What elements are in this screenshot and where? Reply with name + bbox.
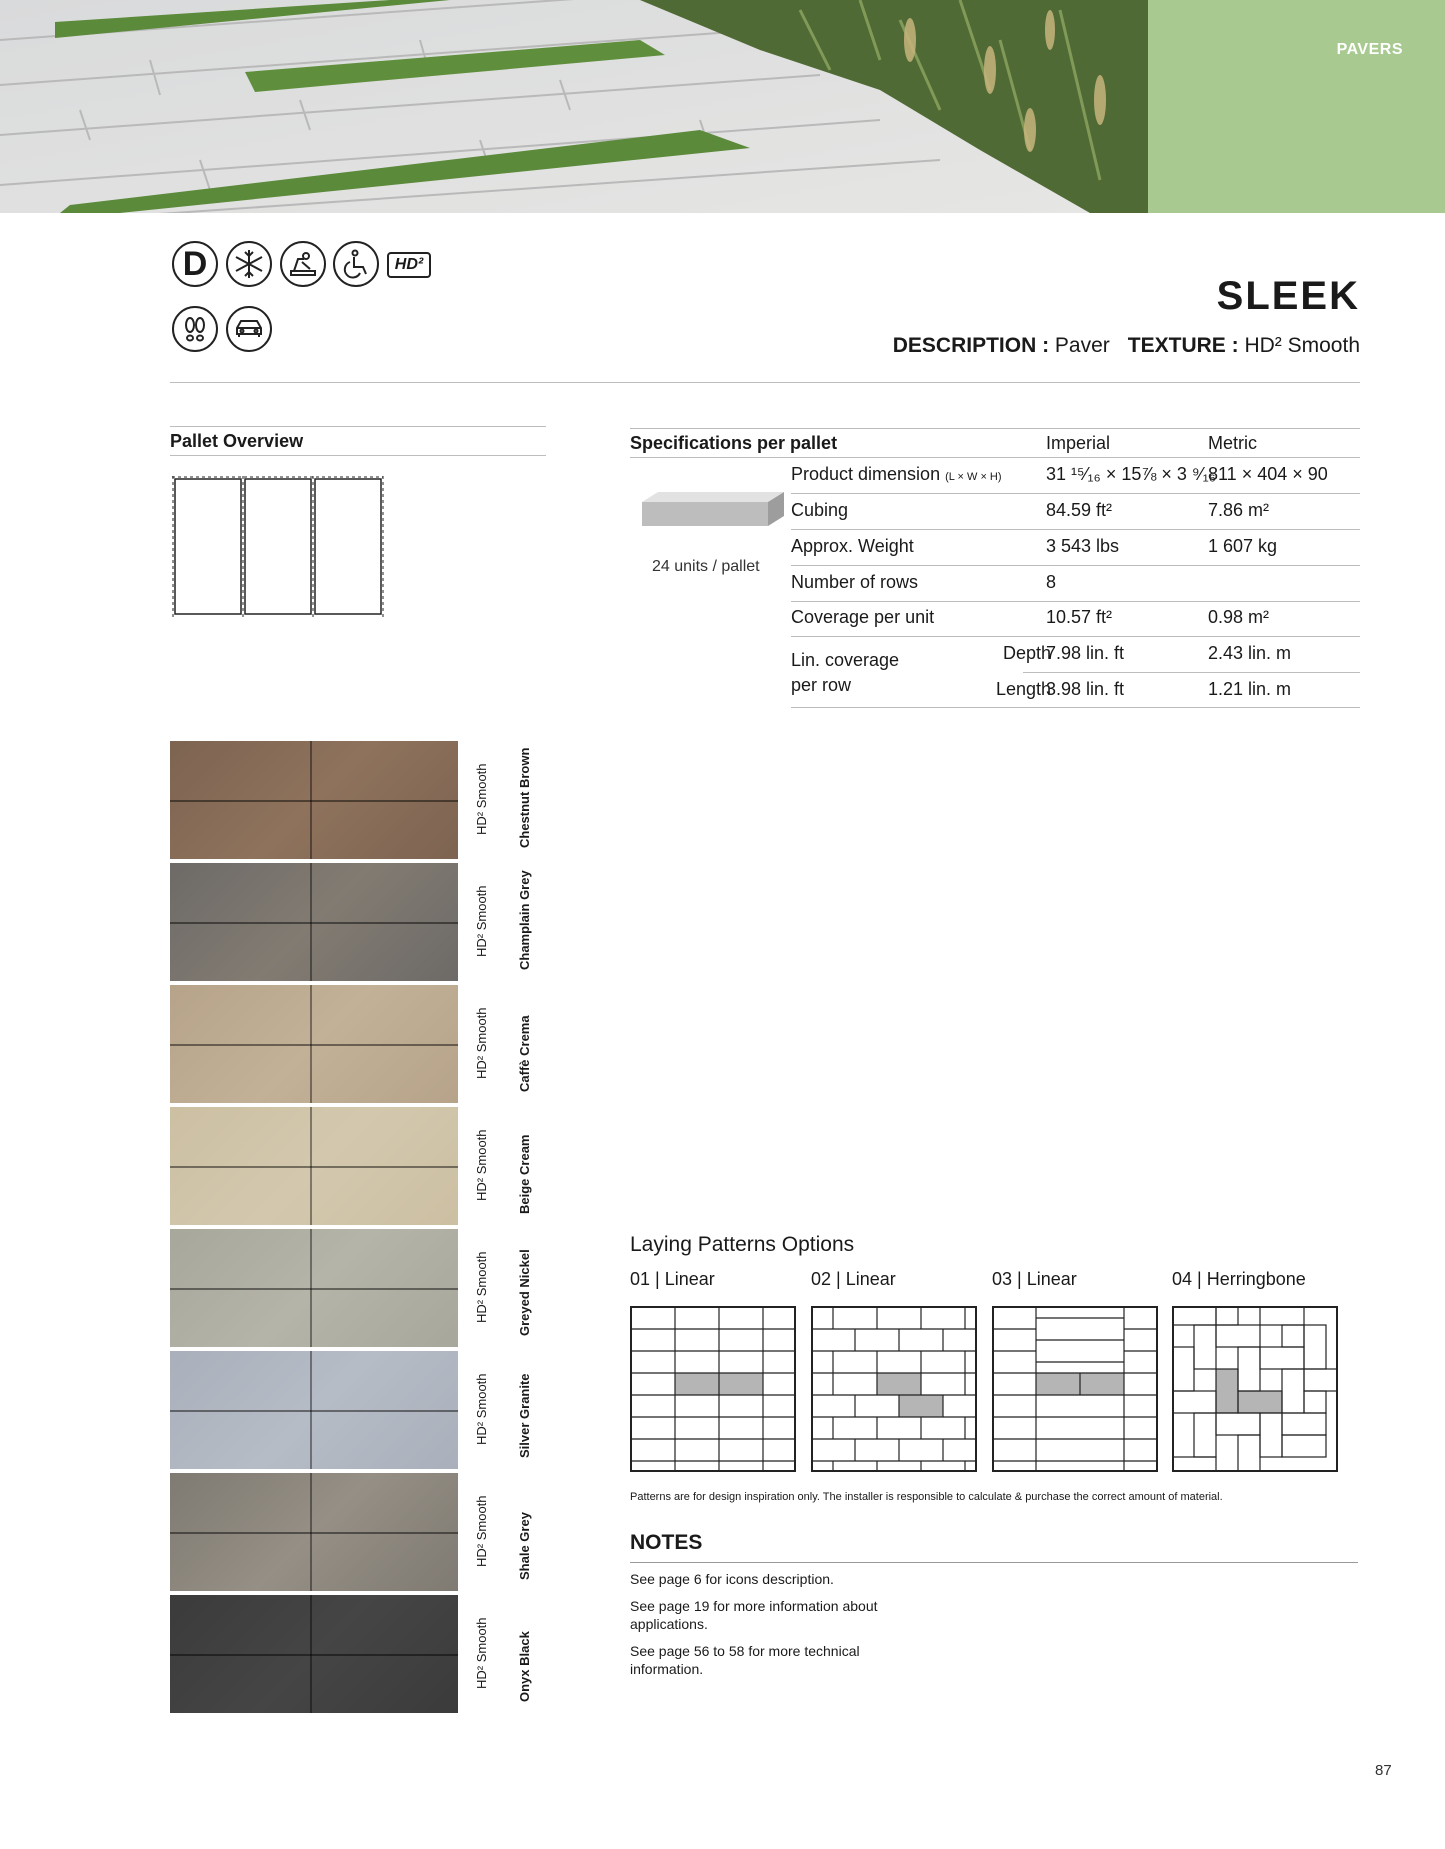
swatch-color-name: Caffè Crema [517, 1015, 532, 1092]
swatch-silver-granite [170, 1351, 458, 1469]
pallet-diagram [170, 474, 385, 624]
spec-imperial-value: 10.57 ft² [1046, 607, 1113, 627]
lin-coverage-label [791, 648, 899, 698]
spec-imperial-value: 8 [1046, 572, 1057, 592]
spec-row-coverage [791, 601, 1360, 637]
pallet-overview-title: Pallet Overview [170, 431, 304, 451]
swatch-texture-label: HD² Smooth [474, 1007, 489, 1079]
page-number: 87 [1375, 1762, 1392, 1779]
spec-metric-value: 7.86 m² [1208, 500, 1270, 520]
spec-label: Coverage per unit [791, 607, 935, 627]
spec-metric-value: 811 × 404 × 90 [1208, 464, 1328, 484]
pattern-label-01: 01 | Linear [630, 1269, 715, 1289]
depth-imperial: 7.98 lin. ft [1046, 643, 1125, 663]
pallet-rule-bottom [170, 455, 546, 456]
swatch-shale-grey [170, 1473, 458, 1591]
hd2-icon-text: HD² [394, 256, 424, 273]
swatch-greyed-nickel [170, 1229, 458, 1347]
swatch-color-name: Champlain Grey [517, 870, 532, 970]
note-item: See page 56 to 58 for more technical information. [630, 1643, 860, 1677]
units-per-pallet: 24 units / pallet [652, 558, 760, 575]
swatch-texture-label: HD² Smooth [474, 1251, 489, 1323]
spec-label: Approx. Weight [791, 536, 914, 556]
length-label: Length [995, 679, 1051, 699]
swatch-joint [170, 922, 458, 924]
product-title: SLEEK [1216, 274, 1360, 318]
notes-rule [630, 1562, 1358, 1563]
length-imperial: 3.98 lin. ft [1046, 679, 1125, 699]
hd2-icon [387, 252, 431, 278]
swatch-texture-label: HD² Smooth [474, 1129, 489, 1201]
swatch-joint [310, 985, 312, 1103]
swatch-caff-crema [170, 985, 458, 1103]
depth-metric: 2.43 lin. m [1208, 643, 1292, 663]
lin-coverage-rule [791, 707, 1023, 708]
spec-label: Cubing [791, 500, 849, 520]
pattern-02-linear [811, 1306, 977, 1472]
spec-row-dimension [791, 458, 1360, 494]
swatch-joint [170, 1044, 458, 1046]
car-icon [226, 306, 272, 352]
swatch-texture-label: HD² Smooth [474, 885, 489, 957]
title-divider [170, 382, 1360, 383]
patterns-disclaimer: Patterns are for design inspiration only. The installer is responsible to calculate & purchase the correct amount of material. [630, 1491, 1223, 1503]
swatch-texture-label: HD² Smooth [474, 1495, 489, 1567]
spec-row-cubing [791, 494, 1360, 530]
d-icon-letter: D [182, 244, 208, 283]
spec-label [791, 464, 1002, 485]
spec-imperial-value: 3 543 lbs [1046, 536, 1120, 556]
pattern-03-linear [992, 1306, 1158, 1472]
swatch-joint [170, 1654, 458, 1656]
swatch-chestnut-brown [170, 741, 458, 859]
notes-title: NOTES [630, 1531, 703, 1554]
spec-rule-top [630, 428, 1360, 429]
description-label: DESCRIPTION [892, 334, 1037, 357]
swatch-color-name: Greyed Nickel [517, 1249, 532, 1336]
spec-metric-value: 1 607 kg [1208, 536, 1278, 556]
lin-coverage-line2: per row [791, 675, 852, 695]
swatch-joint [310, 1473, 312, 1591]
spec-metric-header: Metric [1208, 433, 1257, 453]
swatch-onyx-black [170, 1595, 458, 1713]
pattern-label-03: 03 | Linear [992, 1269, 1077, 1289]
swatch-joint [310, 1351, 312, 1469]
note-item: See page 19 for more information about applications. [630, 1598, 878, 1632]
laying-patterns-title: Laying Patterns Options [630, 1233, 855, 1256]
spec-label-note: (L × W × H) [945, 471, 1002, 483]
spec-row-rows [791, 566, 1360, 602]
depth-label: Depth [1002, 643, 1051, 663]
swatch-texture-label: HD² Smooth [474, 1373, 489, 1445]
wheelchair-icon [333, 241, 379, 287]
swatch-joint [170, 1410, 458, 1412]
swatch-texture-label: HD² Smooth [474, 763, 489, 835]
d-icon [172, 241, 218, 287]
swatch-joint [310, 863, 312, 981]
footprints-icon [172, 306, 218, 352]
swatch-joint [310, 741, 312, 859]
snow-plow-icon [280, 241, 326, 287]
description-line: DESCRIPTION : Paver TEXTURE : HD² Smooth [892, 334, 1360, 357]
swatch-joint [310, 1229, 312, 1347]
spec-label-text: Product dimension [791, 464, 941, 484]
swatch-joint [170, 1288, 458, 1290]
spec-row-depth [1002, 637, 1360, 673]
swatch-texture-label: HD² Smooth [474, 1617, 489, 1689]
swatch-color-name: Chestnut Brown [517, 747, 532, 848]
section-tag [1148, 0, 1445, 213]
swatch-color-name: Onyx Black [517, 1631, 532, 1702]
spec-imperial-value: 84.59 ft² [1046, 500, 1113, 520]
swatch-joint [170, 1532, 458, 1534]
spec-imperial-header: Imperial [1046, 433, 1111, 453]
lin-coverage-line1: Lin. coverage [791, 650, 900, 670]
swatch-joint [310, 1107, 312, 1225]
texture-value: HD² Smooth [1244, 334, 1360, 357]
spec-metric-value: 0.98 m² [1208, 607, 1270, 627]
snowflake-icon [226, 241, 272, 287]
swatch-joint [310, 1595, 312, 1713]
texture-label: TEXTURE [1127, 334, 1226, 357]
swatch-color-name: Shale Grey [517, 1512, 532, 1580]
spec-imperial-value: 31 ¹⁵⁄₁₆ × 15⅞ × 3 ⁹⁄₁₆ [1046, 464, 1216, 484]
length-metric: 1.21 lin. m [1208, 679, 1292, 699]
swatch-beige-cream [170, 1107, 458, 1225]
swatch-color-name: Beige Cream [517, 1134, 532, 1214]
spec-title: Specifications per pallet [630, 433, 838, 453]
swatch-color-name: Silver Granite [517, 1373, 532, 1458]
pattern-label-04: 04 | Herringbone [1172, 1269, 1306, 1289]
pallet-rule-top [170, 426, 546, 427]
spec-label: Number of rows [791, 572, 919, 592]
swatch-champlain-grey [170, 863, 458, 981]
paver-image [636, 486, 786, 536]
swatch-joint [170, 800, 458, 802]
pattern-label-02: 02 | Linear [811, 1269, 896, 1289]
description-value: Paver [1054, 334, 1110, 357]
swatch-joint [170, 1166, 458, 1168]
note-item: See page 6 for icons description. [630, 1571, 834, 1587]
section-tag-label: PAVERS [1336, 41, 1403, 58]
pattern-04-herringbone [1172, 1306, 1338, 1472]
pattern-01-linear [630, 1306, 796, 1472]
spec-row-weight [791, 530, 1360, 566]
spec-row-length [995, 673, 1360, 708]
hero-photo [0, 0, 1148, 213]
